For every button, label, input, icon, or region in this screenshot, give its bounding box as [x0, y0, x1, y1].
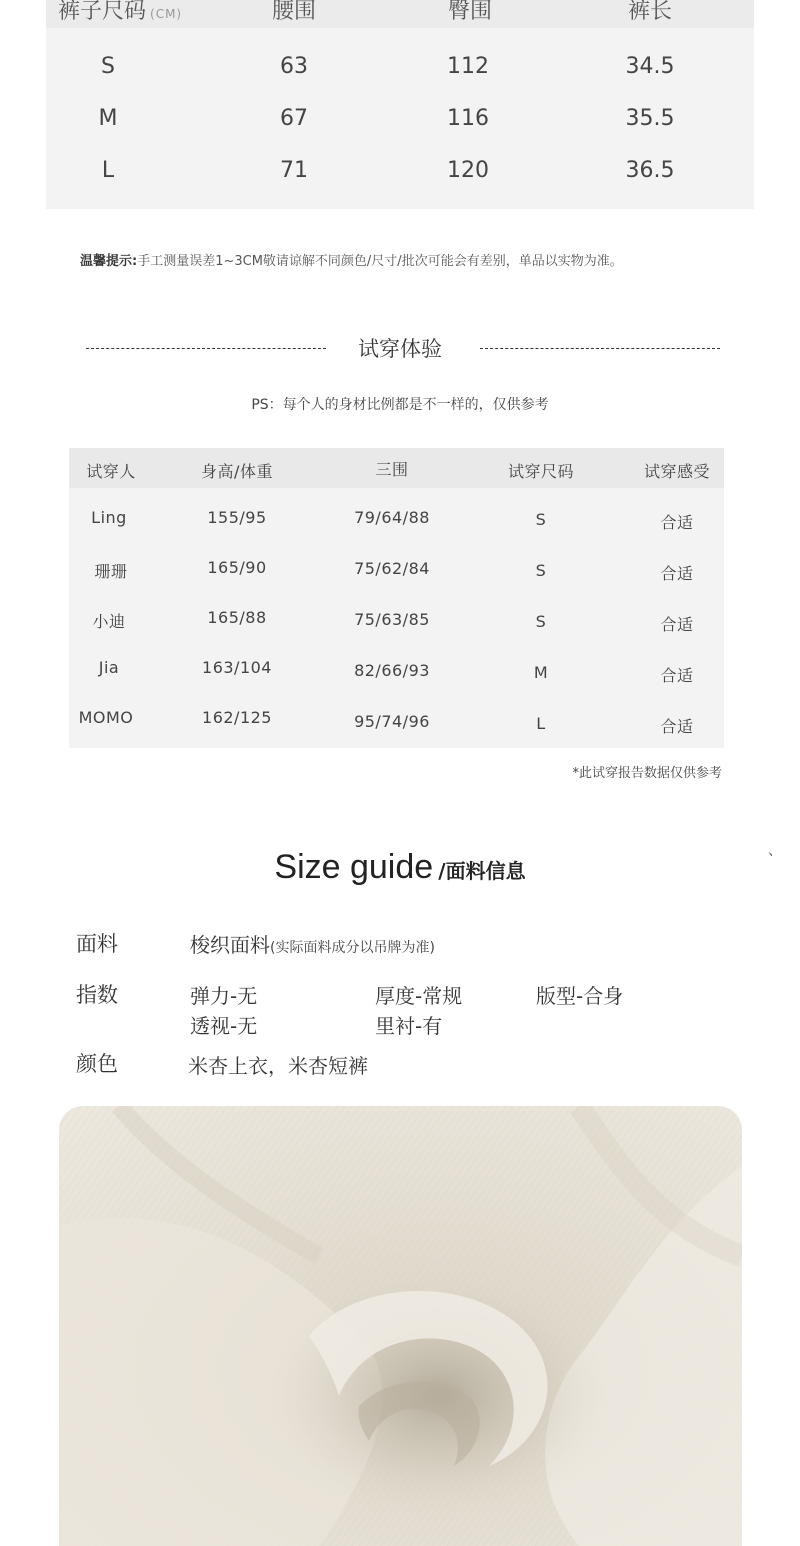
size-row-l-hip: 120 — [447, 158, 489, 183]
tryon-row-size: S — [535, 561, 547, 580]
tryon-table — [69, 448, 724, 748]
tryon-row-person: Ling — [91, 508, 127, 527]
tryon-header-height-weight: 身高/体重 — [201, 462, 273, 481]
tryon-row-feel: 合适 — [660, 564, 694, 583]
size-header-hip: 臀围 — [447, 0, 492, 24]
tryon-row-person: 小迪 — [92, 612, 126, 631]
transparency-value: 透视-无 — [190, 1014, 258, 1038]
size-header-unit: (CM) — [150, 7, 183, 21]
tryon-row-measurements: 82/66/93 — [354, 661, 430, 680]
tryon-row-height-weight: 165/90 — [207, 558, 267, 577]
size-row-m-hip: 116 — [447, 106, 489, 131]
fabric-value: 梭织面料 — [190, 933, 270, 957]
size-table-header — [46, 0, 754, 28]
fabric-note: (实际面料成分以吊牌为准) — [270, 940, 435, 956]
tryon-row-person: Jia — [98, 658, 120, 677]
tryon-row-size: M — [533, 663, 549, 682]
tryon-row-size: S — [535, 510, 547, 529]
size-row-m-waist: 67 — [280, 106, 308, 131]
size-row-m-size: M — [98, 106, 118, 131]
size-header-label — [58, 0, 218, 25]
dashed-divider-right — [480, 348, 720, 349]
tryon-header-measurements: 三围 — [375, 460, 409, 479]
tryon-row-person: MOMO — [78, 708, 134, 727]
tryon-header-person: 试穿人 — [86, 462, 136, 481]
tryon-row-height-weight: 163/104 — [202, 658, 272, 677]
tryon-row-size: S — [535, 612, 547, 631]
size-row-l-length: 36.5 — [625, 158, 675, 183]
size-row-s-hip: 112 — [447, 54, 489, 79]
tryon-row-feel: 合适 — [660, 666, 694, 685]
size-table — [46, 0, 754, 209]
elasticity-value: 弹力-无 — [190, 984, 258, 1008]
tryon-table-header — [69, 448, 724, 488]
lining-value: 里衬-有 — [375, 1014, 443, 1038]
size-guide-heading: Size guide — [274, 848, 434, 886]
tryon-row-measurements: 79/64/88 — [354, 508, 430, 527]
tryon-row-person: 珊珊 — [94, 562, 128, 581]
size-header-waist: 腰围 — [271, 0, 316, 24]
index-label: 指数 — [76, 983, 118, 1007]
tryon-row-size: L — [536, 714, 546, 733]
fabric-label: 面料 — [76, 932, 118, 956]
tryon-header-feel: 试穿感受 — [643, 462, 710, 481]
size-row-m-length: 35.5 — [625, 106, 675, 131]
color-value: 米杏上衣，米杏短裤 — [188, 1054, 368, 1078]
dashed-divider-left — [86, 348, 326, 349]
tryon-row-height-weight: 162/125 — [202, 708, 272, 727]
tryon-row-feel: 合适 — [660, 717, 694, 736]
fabric-texture-svg — [59, 1106, 742, 1546]
fit-value: 版型-合身 — [536, 984, 624, 1008]
color-label: 颜色 — [76, 1052, 118, 1076]
tryon-header-size: 试穿尺码 — [507, 462, 574, 481]
size-guide-title — [160, 848, 640, 887]
tryon-row-feel: 合适 — [660, 615, 694, 634]
measurement-notice — [80, 250, 623, 269]
tryon-section-title: 试穿体验 — [358, 337, 442, 361]
tryon-footnote: *此试穿报告数据仅供参考 — [572, 766, 722, 781]
size-row-l-size: L — [101, 158, 115, 183]
tryon-ps-note: PS：每个人的身材比例都是不一样的，仅供参考 — [251, 397, 549, 413]
stray-punctuation-mark: 、 — [768, 843, 782, 859]
tryon-row-height-weight: 165/88 — [207, 608, 267, 627]
thickness-value: 厚度-常规 — [375, 984, 463, 1008]
fabric-closeup-image — [59, 1106, 742, 1546]
size-row-s-size: S — [101, 54, 115, 79]
size-header-text: 裤子尺码 — [58, 0, 147, 24]
fabric-value-line — [190, 929, 435, 958]
notice-text: 手工测量误差1~3CM敬请谅解不同颜色/尺寸/批次可能会有差别，单品以实物为准。 — [137, 254, 623, 269]
size-row-l-waist: 71 — [280, 158, 308, 183]
tryon-row-measurements: 75/62/84 — [354, 559, 430, 578]
size-row-s-length: 34.5 — [625, 54, 675, 79]
size-row-s-waist: 63 — [280, 54, 308, 79]
size-header-length: 裤长 — [627, 0, 672, 24]
tryon-row-measurements: 75/63/85 — [354, 610, 430, 629]
tryon-row-measurements: 95/74/96 — [354, 712, 430, 731]
tryon-row-height-weight: 155/95 — [207, 508, 267, 527]
fabric-info-subheading: /面料信息 — [438, 859, 526, 883]
tryon-row-feel: 合适 — [660, 513, 694, 532]
notice-label: 温馨提示: — [80, 254, 138, 269]
